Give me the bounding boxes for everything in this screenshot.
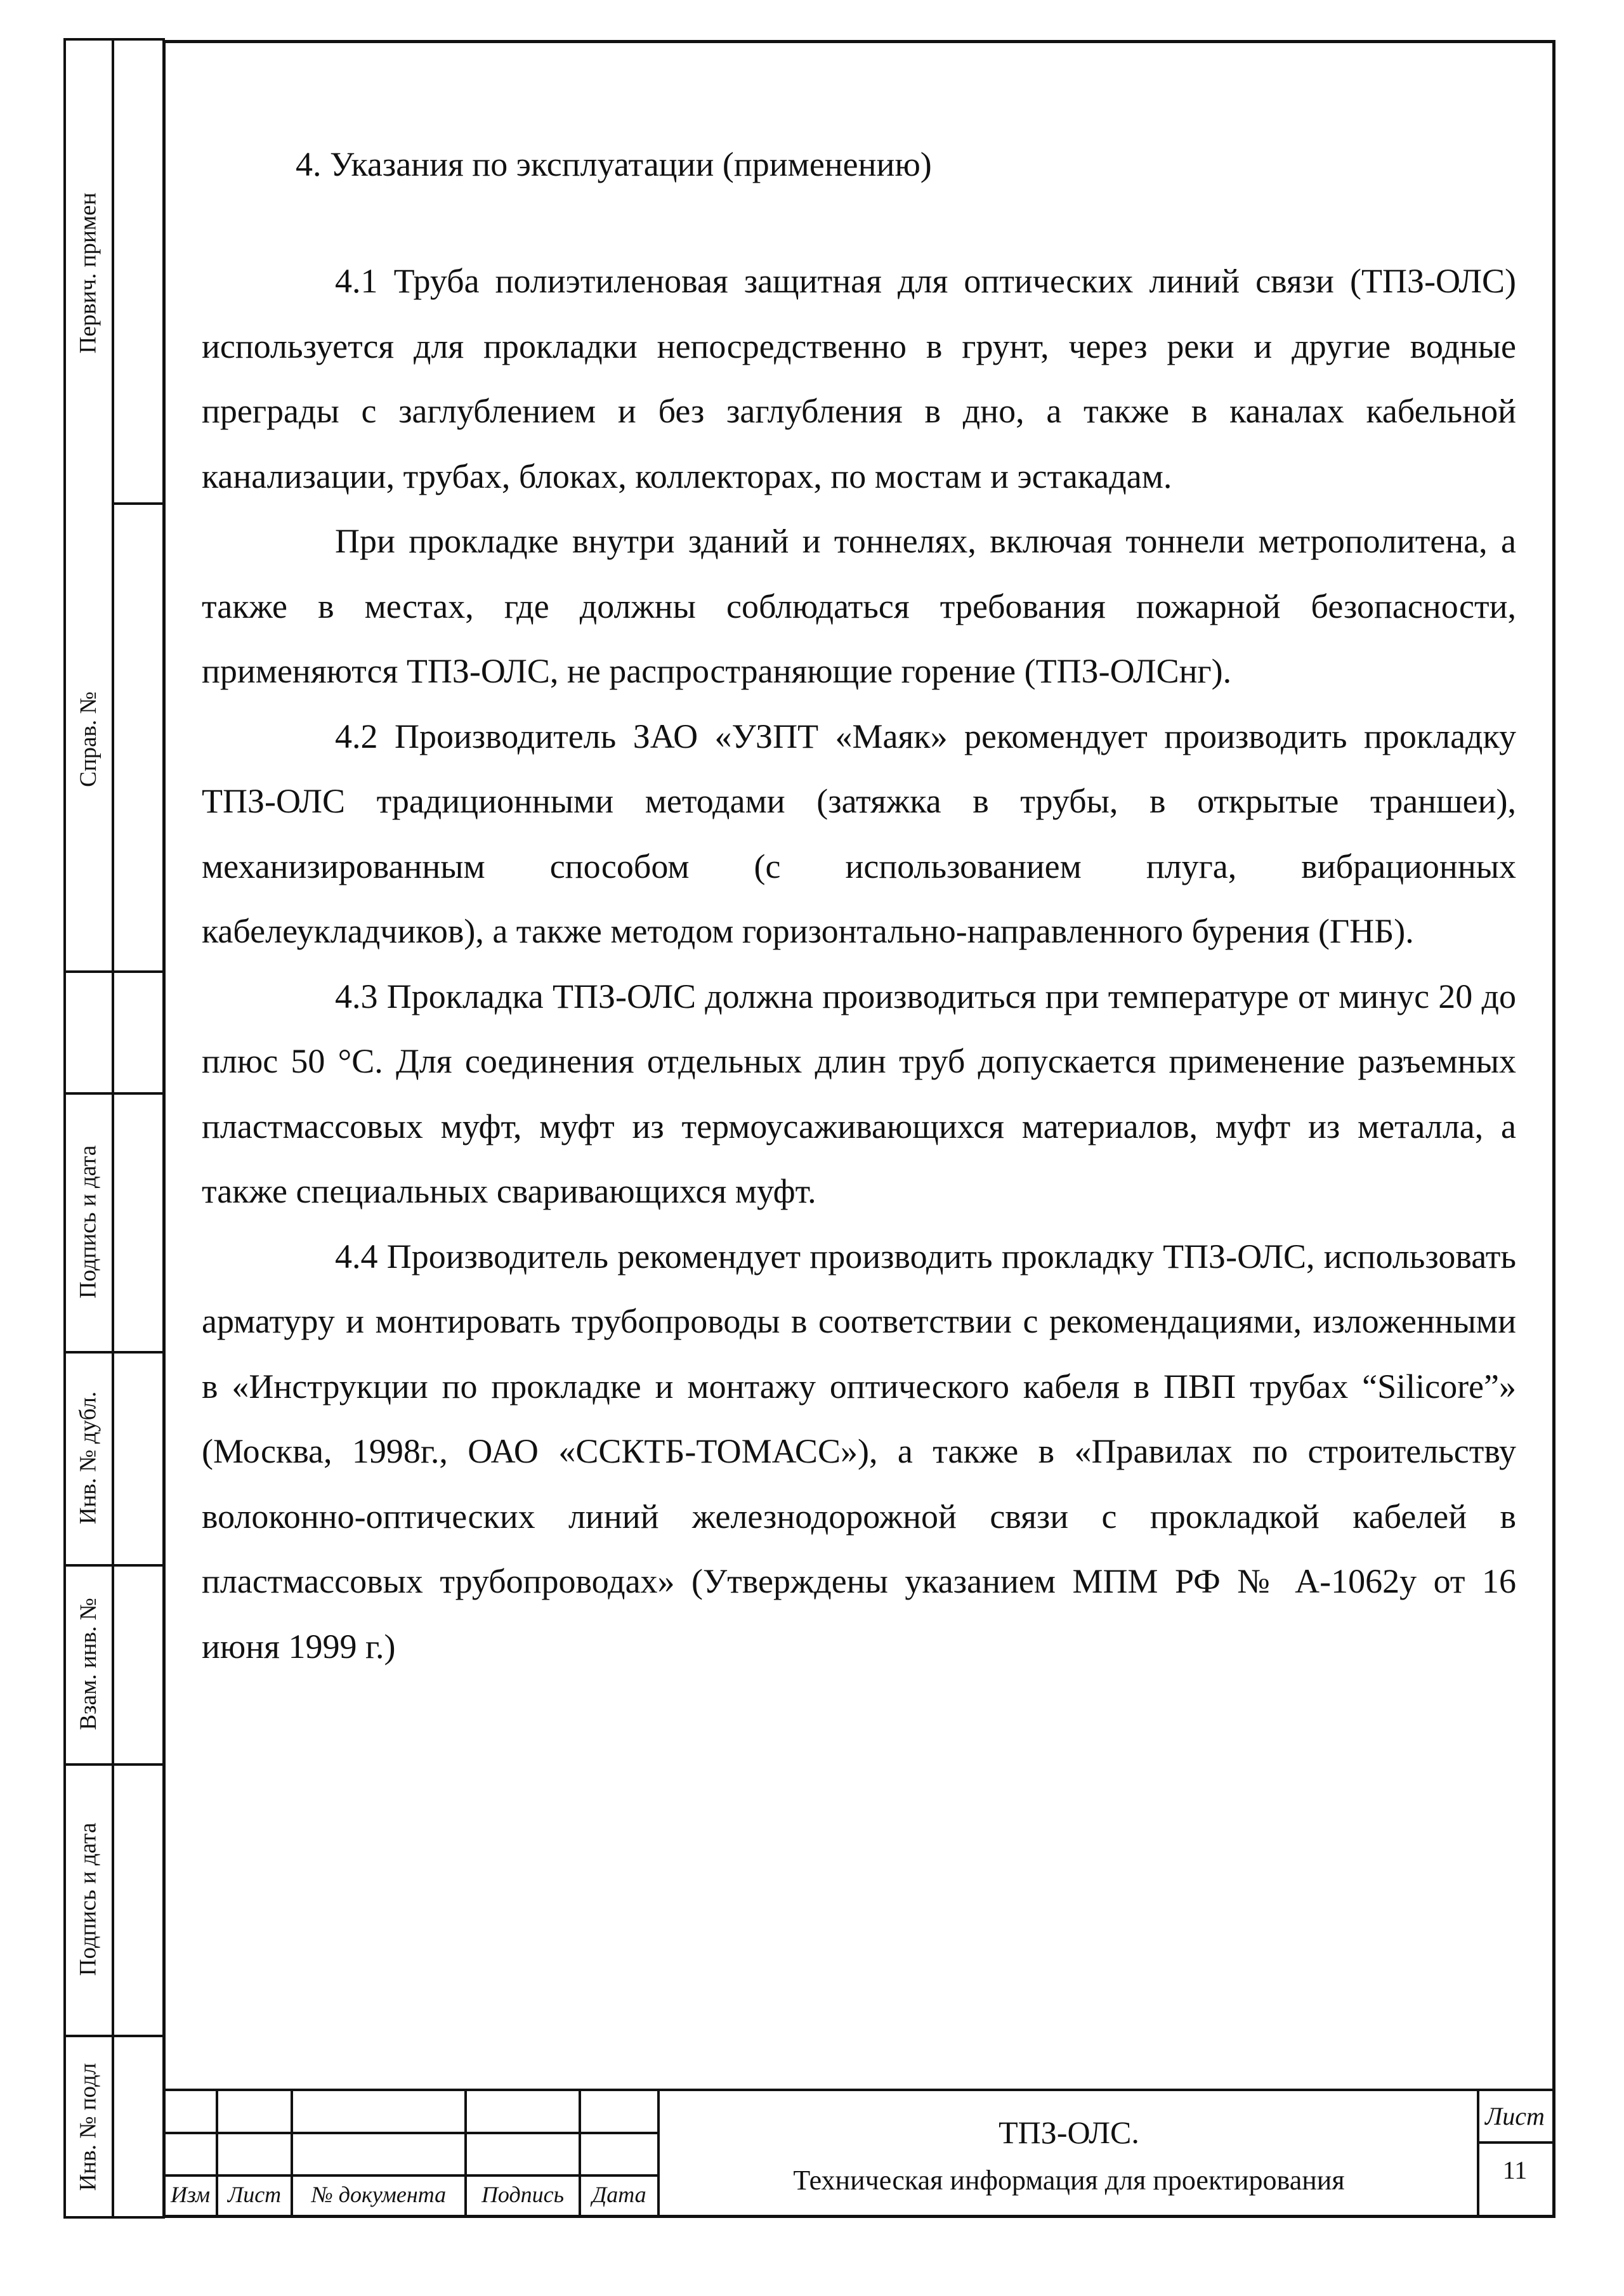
stamp-inv-podl: Инв. № подл: [75, 2063, 102, 2191]
section-heading: 4. Указания по эксплуатации (применению): [296, 145, 932, 183]
label-list: Лист: [227, 2182, 282, 2207]
stamp-podpis-data-2: Подпись и дата: [75, 1822, 102, 1976]
stamp-perv-primen: Первич. примен: [75, 192, 102, 353]
stamp-separator: [112, 502, 164, 505]
section-body: [202, 249, 1516, 1679]
label-doc-no: № документа: [311, 2182, 447, 2207]
sheet-number: 11: [1502, 2156, 1528, 2184]
stamp-sprav-no: Справ. №: [75, 691, 102, 787]
label-data: Дата: [592, 2182, 646, 2207]
label-izm: Изм: [170, 2182, 211, 2207]
stamp-separator: [63, 970, 165, 973]
stamp-vzam-inv: Взам. инв. №: [75, 1597, 102, 1730]
stamp-inv-dubl: Инв. № дубл.: [75, 1391, 102, 1524]
paragraph-4-2: 4.2 Производитель ЗАО «УЗПТ «Маяк» рекомендует производить прокладку ТПЗ-ОЛС традиционными методами (затяжка в трубы, в открытые траншеи), механизированным способом (с использованием плуга, вибрационных кабелеукладчиков), а также методом горизонтально-направленного бурения (ГНБ).: [202, 717, 1516, 950]
paragraph-4-1: 4.1 Труба полиэтиленовая защитная для оптических линий связи (ТПЗ-ОЛС) используется для прокладки непосредственно в грунт, через реки и другие водные преграды с заглублением и без заглубления в дно, а также в каналах кабельной канализации, трубах, блоках, коллекторах, по мостам и эстакадам.: [202, 262, 1516, 495]
sheet-label: Лист: [1485, 2102, 1545, 2130]
label-podpis: Подпись: [481, 2182, 565, 2207]
document-subtitle: Техническая информация для проектирования: [793, 2165, 1345, 2196]
paragraph-4-3: 4.3 Прокладка ТПЗ-ОЛС должна производиться при температуре от минус 20 до плюс 50 °С. Для соединения отдельных длин труб допускается применение разъемных пластмассовых муфт, муфт из термоусаживающихся материалов, муфт из металла, а также специальных сваривающихся муфт.: [202, 977, 1516, 1210]
paragraph-fire-safety: При прокладке внутри зданий и тоннелях, включая тоннели метрополитена, а также в местах, где должны соблюдаться требования пожарной безопасности, применяются ТПЗ-ОЛС, не распространяющие горение (ТПЗ-ОЛСнг).: [202, 522, 1516, 690]
document-title: ТПЗ-ОЛС.: [999, 2115, 1139, 2150]
stamp-podpis-data-1: Подпись и дата: [75, 1145, 102, 1298]
paragraph-4-4: 4.4 Производитель рекомендует производить прокладку ТПЗ-ОЛС, использовать арматуру и монтировать трубопроводы в соответствии с рекомендациями, изложенными в «Инструкции по прокладке и монтажу оптического кабеля в ПВП трубах “Silicore”» (Москва, 1998г., ОАО «ССКТБ-ТОМАСС»), а также в «Правилах по строительству волоконно-оптических линий железнодорожной связи с прокладкой кабелей в пластмассовых трубопроводах» (Утверждены указанием МПМ РФ № А-1062у от 16 июня 1999 г.): [202, 1237, 1516, 1666]
